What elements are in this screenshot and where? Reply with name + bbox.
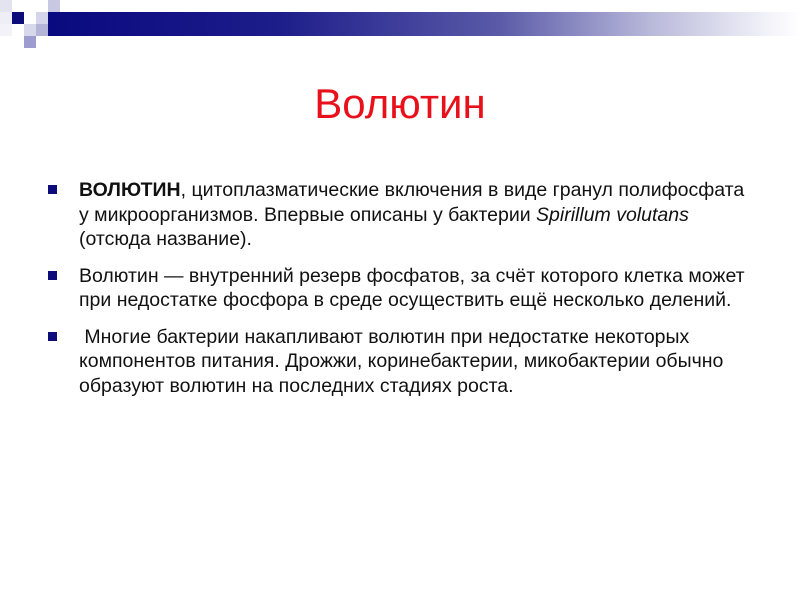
decor-square	[48, 0, 60, 12]
decor-square	[0, 0, 12, 12]
slide-title: Волютин	[314, 80, 486, 127]
decor-square	[36, 24, 48, 36]
term-bold: ВОЛЮТИН	[79, 179, 181, 201]
square-bullet-icon	[48, 332, 57, 341]
square-bullet-icon	[48, 185, 57, 194]
header-gradient-bar	[48, 12, 800, 36]
decor-square	[0, 24, 12, 36]
bullet-list	[48, 178, 748, 410]
decor-square	[12, 12, 24, 24]
bullet-item	[48, 178, 748, 252]
bullet-text: Волютин — внутренний резерв фосфатов, за счёт которого клетка может при недостатке фосфора в среде осуществить ещё несколько делений.	[79, 264, 745, 311]
decor-square	[36, 12, 48, 24]
bullet-text: , цитоплазматические включения в виде гранул полифосфата у микроорганизмов. Впервые описаны у бактерии	[79, 179, 745, 226]
species-name: Spirillum volutans	[536, 203, 689, 226]
decor-square	[0, 12, 12, 24]
bullet-text: (отсюда название).	[79, 228, 252, 250]
bullet-item	[48, 264, 748, 313]
square-bullet-icon	[48, 271, 57, 280]
decor-square	[24, 36, 36, 48]
bullet-text: Многие бактерии накапливают волютин при недостатке некоторых компонентов питания. Дрожжи, коринебактерии, микобактерии обычно образуют волютин на последних стадиях роста.	[79, 325, 729, 397]
decor-square	[24, 24, 36, 36]
bullet-item	[48, 325, 748, 399]
